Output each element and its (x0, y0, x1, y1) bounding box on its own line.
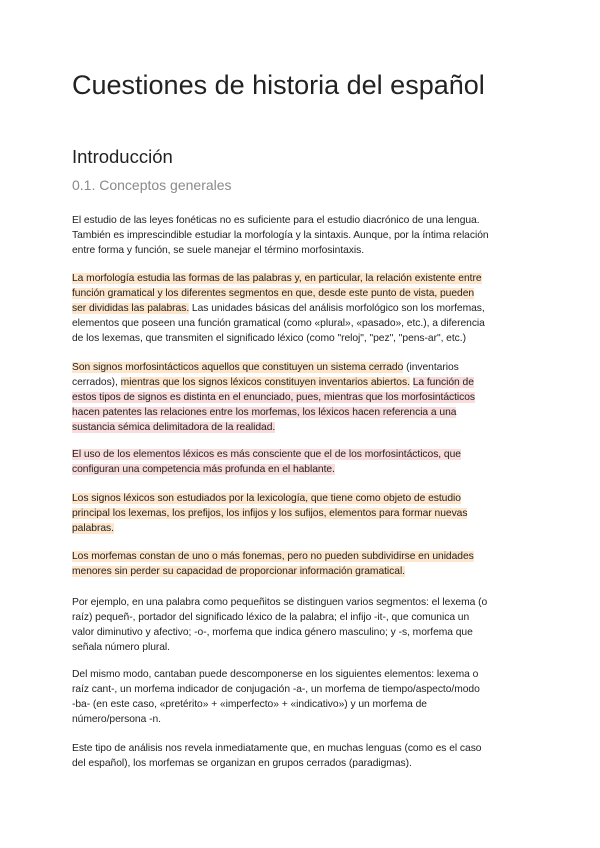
paragraph-8 (72, 667, 532, 727)
highlight-pink: estos tipos de signos es distinta en el enunciado, pues, mientras que los morfosintácticos (72, 392, 476, 403)
paragraph-line: valor diminutivo y afectivo; -o-, morfema que indica género masculino; y -s, morfema que (72, 627, 473, 638)
paragraph-text: cerrados), (72, 377, 121, 388)
paragraph-6 (72, 549, 532, 579)
section-heading-introduccion: Introducción (72, 145, 173, 168)
highlight-orange: palabras. (72, 523, 114, 534)
paragraph-line: raíz) pequeñ-, portador del significado léxico de la palabra; el infijo -it-, que comunica un (72, 612, 470, 623)
paragraph-7 (72, 595, 532, 655)
paragraph-line: -ba- (en este caso, «pretérito» + «imperfecto» + «indicativo») y un morfema de (72, 699, 427, 710)
document-title: Cuestiones de historia del español (72, 70, 485, 100)
highlight-pink: La función de (412, 377, 474, 388)
highlight-orange: Los morfemas constan de uno o más fonemas, pero no pueden subdividirse en unidades (72, 551, 474, 562)
highlight-pink: sustancia sémica delimitadora de la realidad. (72, 422, 276, 433)
paragraph-line: Este tipo de análisis nos revela inmediatamente que, en muchas lenguas (como es el caso (72, 743, 482, 754)
highlight-pink: hacen patentes las relaciones entre los morfemas, los léxicos hacen referencia a una (72, 407, 457, 418)
paragraph-4 (72, 447, 532, 477)
paragraph-line: del español), los morfemas se organizan en grupos cerrados (paradigmas). (72, 758, 412, 769)
paragraph-line: También es imprescindible estudiar la morfología y la sintaxis. Aunque, por la íntima relación (72, 230, 489, 241)
paragraph-line: de los lexemas, que transmiten el significado léxico (como "reloj", "pez", "pens-ar", etc.) (72, 333, 466, 344)
subsection-heading-conceptos: 0.1. Conceptos generales (72, 177, 232, 193)
paragraph-line: raíz cant-, un morfema indicador de conjugación -a-, un morfema de tiempo/aspecto/modo (72, 684, 480, 695)
paragraph-5 (72, 491, 532, 536)
highlight-orange: mientras que los signos léxicos constituyen inventarios abiertos. (120, 377, 410, 388)
highlight-orange: La morfología estudia las formas de las palabras y, en particular, la relación existente entre (72, 273, 482, 284)
paragraph-line: Del mismo modo, cantaban puede descomponerse en los siguientes elementos: lexema o (72, 669, 479, 680)
paragraph-line: El estudio de las leyes fonéticas no es suficiente para el estudio diacrónico de una lengua. (72, 215, 480, 226)
highlight-orange: ser divididas las palabras. (72, 303, 190, 314)
paragraph-text: Las unidades básicas del análisis morfológico son los morfemas, (189, 303, 485, 314)
highlight-orange: Son signos morfosintácticos aquellos que constituyen un sistema cerrado (72, 362, 404, 373)
paragraph-text: (inventarios (403, 362, 459, 373)
highlight-pink: El uso de los elementos léxicos es más consciente que el de los morfosintácticos, que (72, 449, 461, 460)
highlight-orange: principal los lexemas, los prefijos, los infijos y los sufijos, elementos para formar nuevas (72, 508, 468, 519)
paragraph-line: entre forma y función, se suele manejar el término morfosintaxis. (72, 245, 365, 256)
highlight-pink: configuran una competencia más profunda en el hablante. (72, 464, 335, 475)
paragraph-1 (72, 213, 532, 258)
paragraph-line: Por ejemplo, en una palabra como pequeñitos se distinguen varios segmentos: el lexema (o (72, 597, 488, 608)
paragraph-3 (72, 360, 532, 435)
highlight-orange: menores sin perder su capacidad de proporcionar información gramatical. (72, 566, 405, 577)
paragraph-line: elementos que poseen una función gramatical (como «plural», «pasado», etc.), a diferencia (72, 318, 485, 329)
paragraph-2 (72, 271, 532, 346)
paragraph-9 (72, 741, 532, 771)
highlight-orange: función gramatical y los diferentes segmentos en que, desde este punto de vista, pueden (72, 288, 475, 299)
paragraph-line: número/persona -n. (72, 714, 161, 725)
paragraph-line: señala número plural. (72, 642, 170, 653)
highlight-orange: Los signos léxicos son estudiados por la lexicología, que tiene como objeto de estudio (72, 493, 461, 504)
